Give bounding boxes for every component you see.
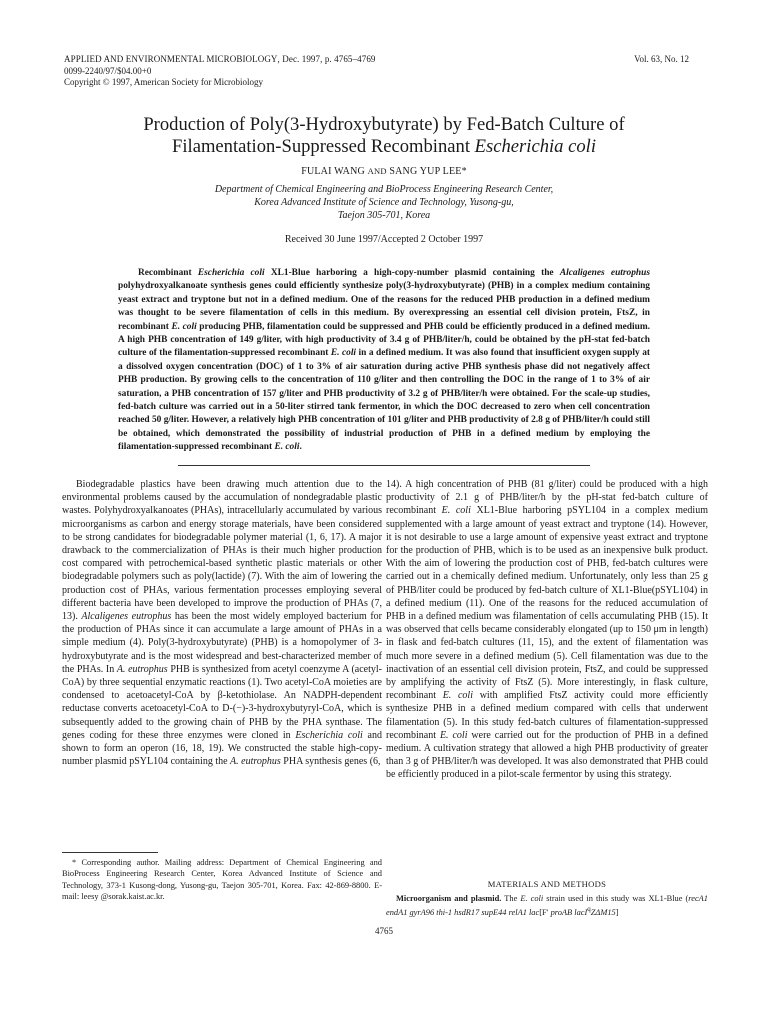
methods-paragraph: Microorganism and plasmid. The E. coli strain used in this study was XL1-Blue (recA1 endA1 gyrA96 thi-1 hsdR17 supE44 relA1 lac[F′ proAB lacI$^q$ZΔM15] <box>386 894 708 918</box>
abstract-divider <box>178 465 590 466</box>
affiliation: Department of Chemical Engineering and BioProcess Engineering Research Center, Korea Advanced Institute of Science and Technology, Yusong-gu, Taejon 305-701, Korea <box>214 184 554 221</box>
journal-citation: APPLIED AND ENVIRONMENTAL MICROBIOLOGY, Dec. 1997, p. 4765–4769 <box>64 54 376 64</box>
section-heading: MATERIALS AND METHODS <box>487 879 607 889</box>
copyright: Copyright © 1997, American Society for Microbiology <box>64 77 264 88</box>
issn: 0099-2240/97/$04.00+0 <box>64 65 152 76</box>
intro-right-column: 14). A high concentration of PHB (81 g/liter) could be produced with a high productivity of 2.1 g of PHB/liter/h by the pH-stat fed-batch culture of recombinant E. coli XL1-Blue harboring pSYL104 in a complex medium supplemented with a large amount of yeast extract and tryptone (14). However, it is not desirable to use a large amount of expensive yeast extract and tryptone for the production of PHB, which is to be used as an inexpensive bulk product. With the aim of lowering the production cost of PHB, fed-batch cultures were carried out in a chemically defined medium. Unfortunately, only less than 25 g of PHB/liter could be produced by fed-batch culture of XL1-Blue(pSYL104) in a defined medium (11). One of the reasons for the reduced accumulation of PHB in a defined medium was filamentation of cells accumulating PHB (15). It was observed that cells became considerably elongated (up to 150 μm in length) in flask and fed-batch cultures (11, 15), and the extent of filamentation was much more severe in a defined medium (5). Cell filamentation was due to the inactivation of an essential cell division protein, FtsZ, and could be suppressed by amplifying the activity of FtsZ (5). More interestingly, in flask culture, recombinant E. coli with amplified FtsZ activity could more efficiently synthesize PHB in a defined medium compared with cells that underwent filamentation (5). In this study fed-batch cultures of filamentation-suppressed recombinant E. coli were carried out for the production of PHB in a defined medium. A cultivation strategy that allowed a high PHB productivity of greater than 3 g of PHB/liter/h was developed. It was also demonstrated that PHB could be efficiently produced in a pilot-scale fermentor by using this strategy. <box>386 479 708 781</box>
abstract: Recombinant Escherichia coli XL1-Blue harboring a high-copy-number plasmid containing the Alcaligenes eutrophus polyhydroxyalkanoate synthesis genes could efficiently synthesize poly(3-hydroxybutyrate) (PHB) in a complex medium containing yeast extract and tryptone but not in a defined medium. One of the reasons for the reduced PHB production in a defined medium was thought to be severe filamentation of cells in this medium. By overexpressing an essential cell division protein, FtsZ, in recombinant E. coli producing PHB, filamentation could be suppressed and PHB could be efficiently produced in a defined medium. A high PHB concentration of 149 g/liter, with high productivity of 3.4 g of PHB/liter/h, could be obtained by the pH-stat fed-batch culture of the filamentation-suppressed recombinant E. coli in a defined medium. It was also found that insufficient oxygen supply at a dissolved oxygen concentration (DOC) of 1 to 3% of air saturation during active PHB synthesis phase did not negatively affect PHB production. By growing cells to the concentration of 110 g/liter and then controlling the DOC in the range of 1 to 3% of air saturation, a PHB concentration of 157 g/liter and PHB productivity of 3.2 g of PHB/liter/h were obtained. For the scale-up studies, fed-batch culture was carried out in a 50-liter stirred tank fermentor, in which the DOC decreased to zero when cell concentration reached 50 g/liter. However, a relatively high PHB concentration of 101 g/liter and PHB productivity of 2.8 g of PHB/liter/h could still be obtained, which demonstrated the possibility of industrial production of PHB in a defined medium by employing the filamentation-suppressed recombinant E. coli. <box>118 268 650 453</box>
volume-issue: Vol. 63, No. 12 <box>634 54 689 64</box>
intro-left-column: Biodegradable plastics have been drawing much attention due to the environmental problems caused by the accumulation of nondegradable plastic wastes. Polyhydroxyalkanoates (PHAs), intracellularly accumulated by various microorganisms as carbon and energy storage materials, have been considered to be strong candidates for biodegradable polymer material (1, 6, 17). A major drawback to the commercialization of PHAs is their much higher production cost compared with petrochemical-based synthetic plastic materials or other biodegradable polymers such as poly(lactide) (7). With the aim of lowering the production cost of PHAs, various fermentation processes employing several different bacteria have been developed to improve the production of PHAs (7, 13). Alcaligenes eutrophus has been the most widely employed bacterium for the production of PHAs since it can accumulate a large amount of PHAs in a simple medium (4). Poly(3-hydroxybutyrate) (PHB) is a homopolymer of 3-hydroxybutyrate and is the most widespread and best-characterized member of the PHAs. In A. eutrophus PHB is synthesized from acetyl coenzyme A (acetyl-CoA) by three sequential enzymatic reactions (1). Two acetyl-CoA moieties are condensed to acetoacetyl-CoA by β-ketothiolase. An NADPH-dependent reductase converts acetoacetyl-CoA to D-(−)-3-hydroxybutyryl-CoA, which is subsequently added to the growing chain of PHB by the PHA synthase. The genes coding for these three enzymes were cloned in Escherichia coli and shown to form an operon (16, 18, 19). We constructed the stable high-copy-number plasmid pSYL104 containing the A. eutrophus PHA synthesis genes (6, <box>62 479 382 768</box>
article-title: Production of Poly(3-Hydroxybutyrate) by Fed-Batch Culture of Filamentation-Suppressed Recombinant Escherichia coli <box>143 114 625 157</box>
corresponding-author-footnote: * Corresponding author. Mailing address: Department of Chemical Engineering and BioProcess Engineering Research Center, Korea Advanced Institute of Science and Technology, 373-1 Kusong-dong, Yusong-gu, Taejon 305-701, Korea. Fax: 42-869-8800. E-mail: leesy @sorak.kaist.ac.kr. <box>62 858 382 901</box>
page-number: 4765 <box>375 926 393 936</box>
received-dates: Received 30 June 1997/Accepted 2 October 1997 <box>284 234 484 245</box>
author-list: FULAI WANG AND SANG YUP LEE* <box>301 166 467 177</box>
footnote-divider <box>62 852 158 853</box>
journal-header <box>64 54 376 89</box>
